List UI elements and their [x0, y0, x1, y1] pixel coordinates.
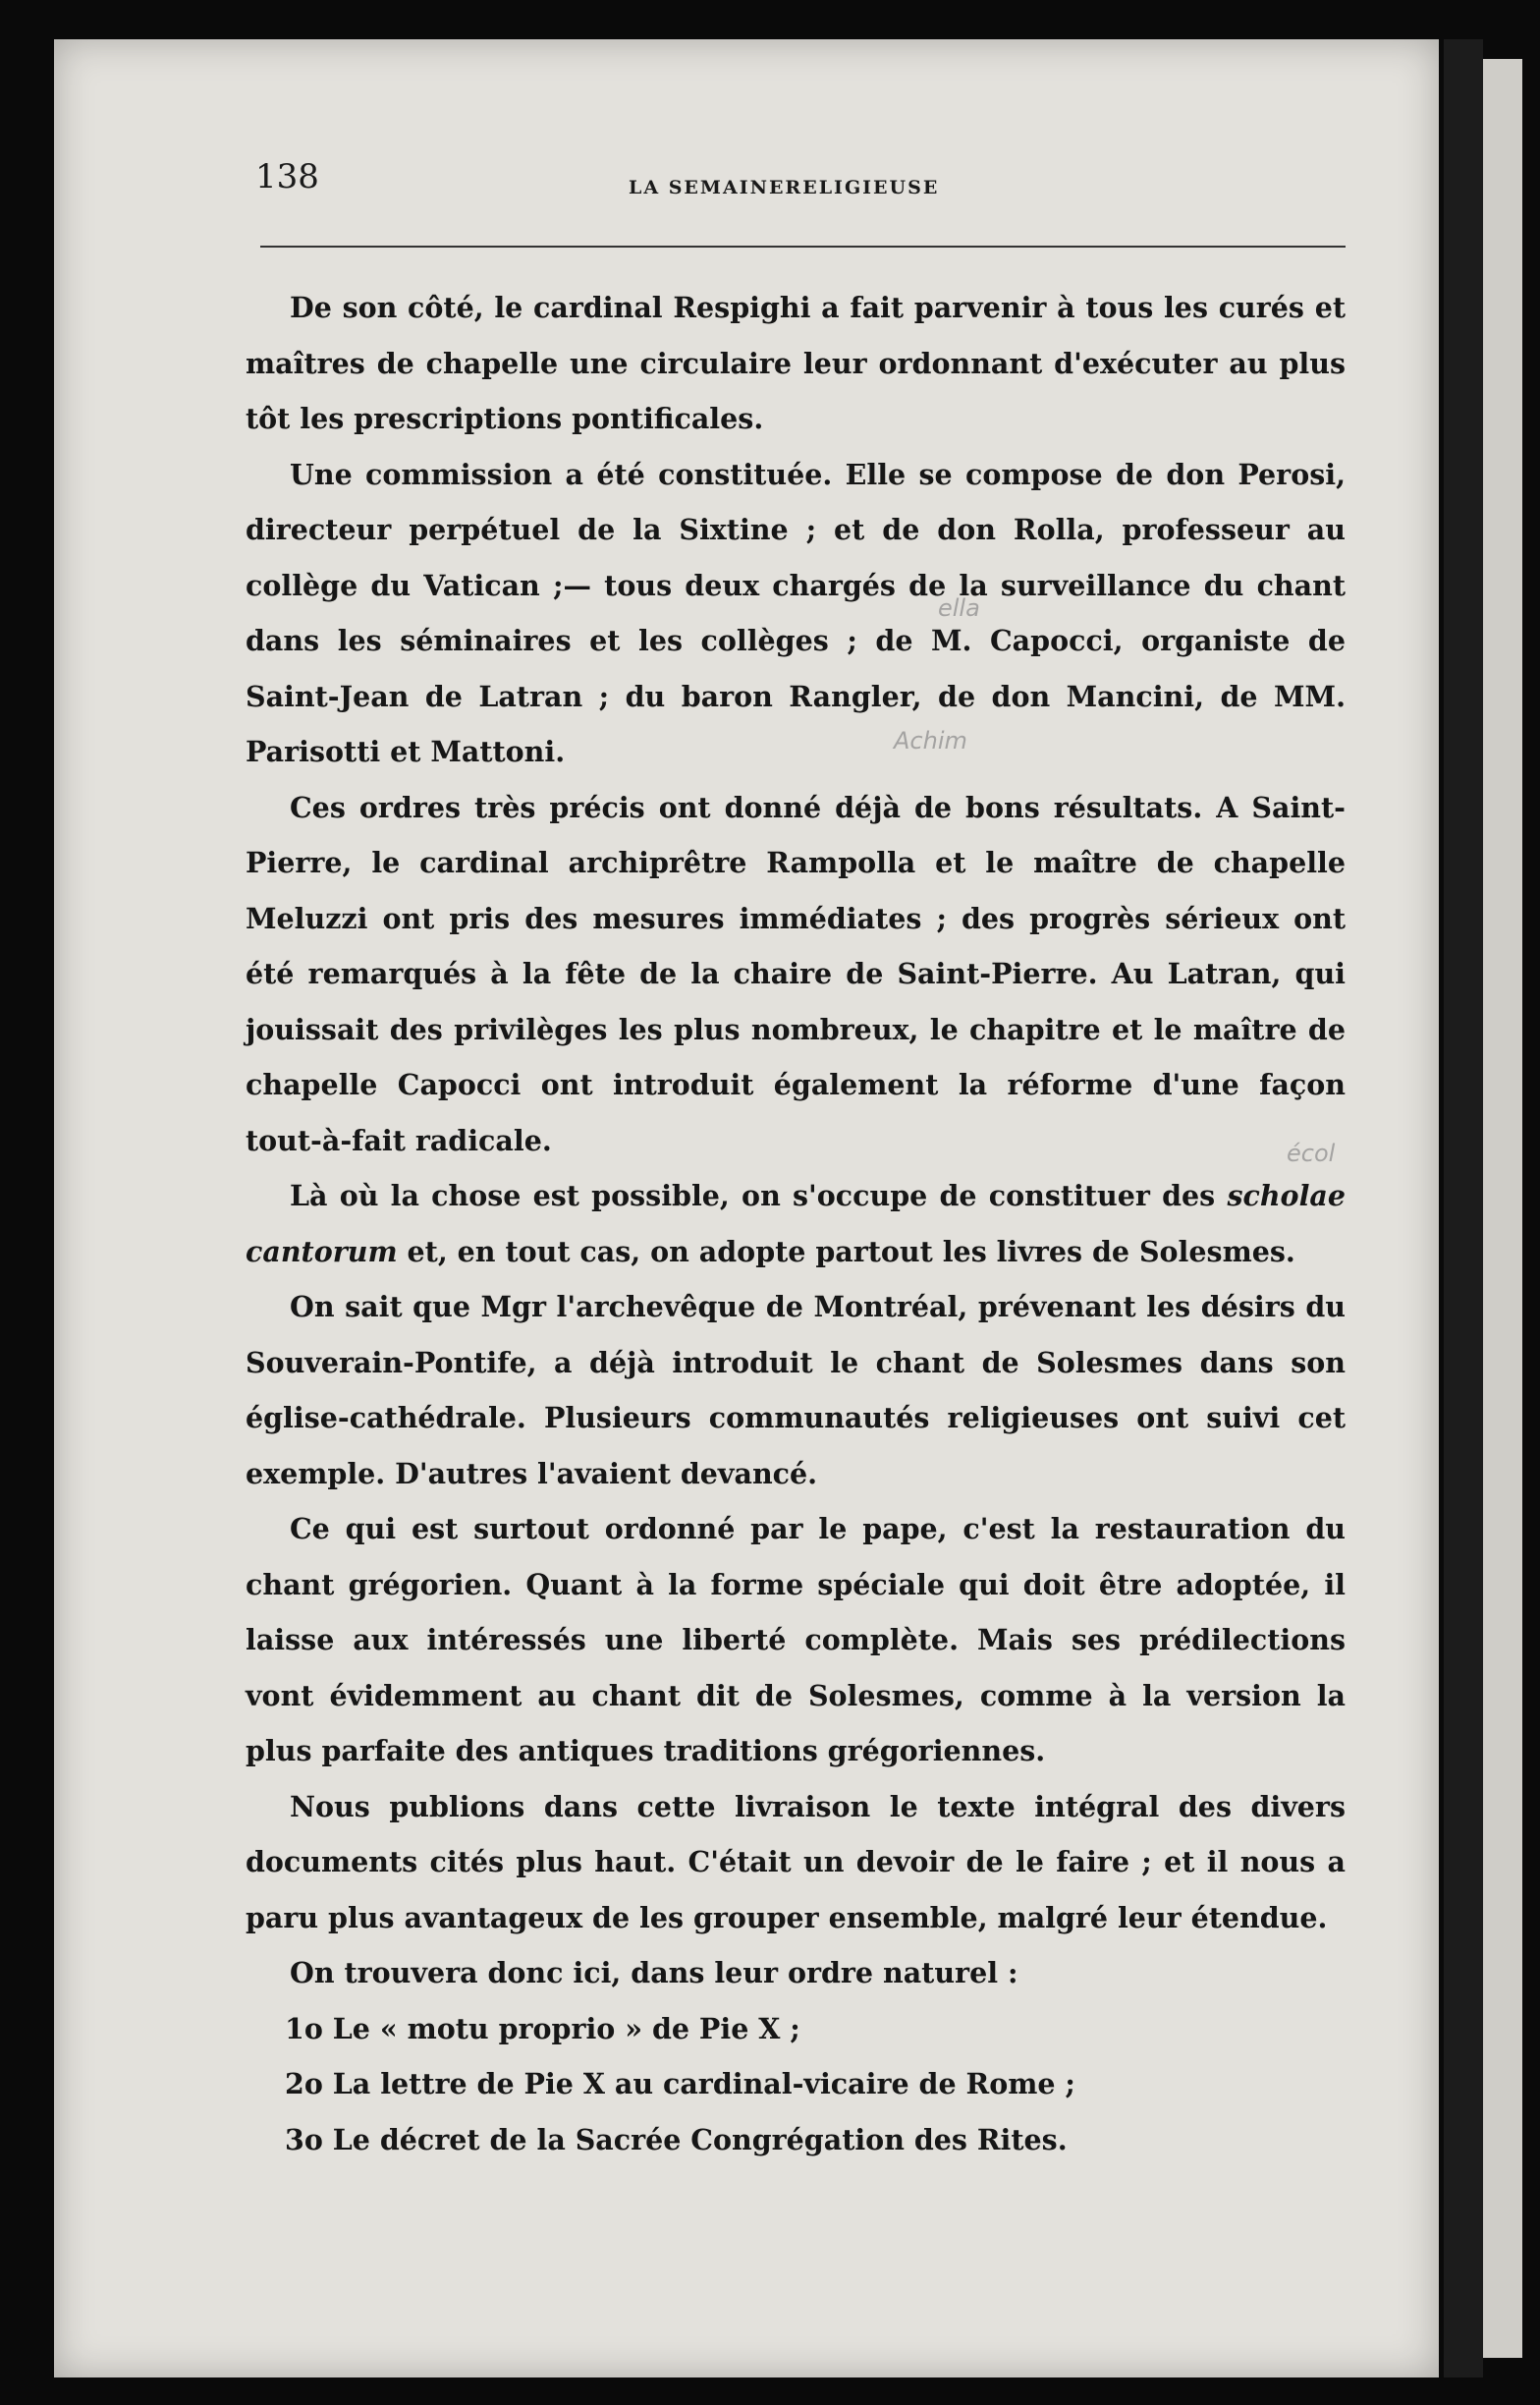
paragraph-text: et, en tout cas, on adopte partout les livres de Solesmes.: [397, 1234, 1295, 1268]
list-item: 2o La lettre de Pie X au cardinal-vicaire de Rome ;: [285, 2067, 1075, 2100]
paragraph: De son côté, le cardinal Respighi a fait parvenir à tous les curés et maîtres de chapelle une circulaire leur ordonnant d'exécuter au plus tôt les prescriptions pontificales.: [246, 291, 1346, 435]
italic-term: scholae cantorum: [246, 1179, 1346, 1268]
paragraph: Ce qui est surtout ordonné par le pape, c'est la restauration du chant grégorien. Quant à la forme spéciale qui doit être adoptée, il laisse aux intéressés une liberté complète. Mais ses prédilections vont évidemment au chant dit de Solesmes, comme à la version la plus parfaite des antiques traditions grégoriennes.: [246, 1512, 1346, 1767]
paragraph: Ces ordres très précis ont donné déjà de bons résultats. A Saint-Pierre, le cardinal archiprêtre Rampolla et le maître de chapelle Meluzzi ont pris des mesures immédiates ; des progrès sérieux ont été remarqués à la fête de la chaire de Saint-Pierre. Au Latran, qui jouissait des privilèges les plus nombreux, le chapitre et le maître de chapelle Capocci ont introduit également la réforme d'une façon tout-à-fait radicale.: [246, 790, 1346, 1157]
paragraph: Nous publions dans cette livraison le texte intégral des divers documents cités plus haut. C'était un devoir de le faire ; et il nous a paru plus avantageux de les grouper ensemble, malgré leur étendue.: [246, 1789, 1346, 1934]
pencil-annotation: écol: [1287, 1140, 1336, 1167]
body-text: [246, 280, 1346, 2167]
list-item: 1o Le « motu proprio » de Pie X ;: [285, 2011, 800, 2045]
page-header: [255, 157, 1355, 206]
paragraph: [246, 1168, 1346, 1279]
paragraph-text: Là où la chose est possible, on s'occupe de constituer des: [290, 1179, 1228, 1212]
header-rule: [260, 246, 1346, 248]
paragraph: On trouvera donc ici, dans leur ordre naturel :: [290, 1956, 1018, 1989]
paragraph: On sait que Mgr l'archevêque de Montréal, prévenant les désirs du Souverain-Pontife, a déjà introduit le chant de Solesmes dans son église-cathédrale. Plusieurs communautés religieuses ont suivi cet exemple. D'autres l'avaient devancé.: [246, 1290, 1346, 1490]
pencil-annotation: ella: [938, 594, 980, 622]
adjacent-page-edge: [1483, 59, 1522, 2358]
list-item: 3o Le décret de la Sacrée Congrégation des Rites.: [285, 2122, 1068, 2156]
page-edge-shadow: [1444, 39, 1483, 2377]
page-number: 138: [255, 157, 319, 196]
pencil-annotation: Achim: [894, 727, 967, 755]
paragraph: Une commission a été constituée. Elle se compose de don Perosi, directeur perpétuel de la Sixtine ; et de don Rolla, professeur au collège du Vatican ;— tous deux chargés de la surveillance du chant dans les séminaires et les collèges ; de M. Capocci, organiste de Saint-Jean de Latran ; du baron Rangler, de don Mancini, de MM. Parisotti et Mattoni.: [246, 457, 1346, 768]
running-head: LA SEMAINERELIGIEUSE: [629, 177, 940, 198]
